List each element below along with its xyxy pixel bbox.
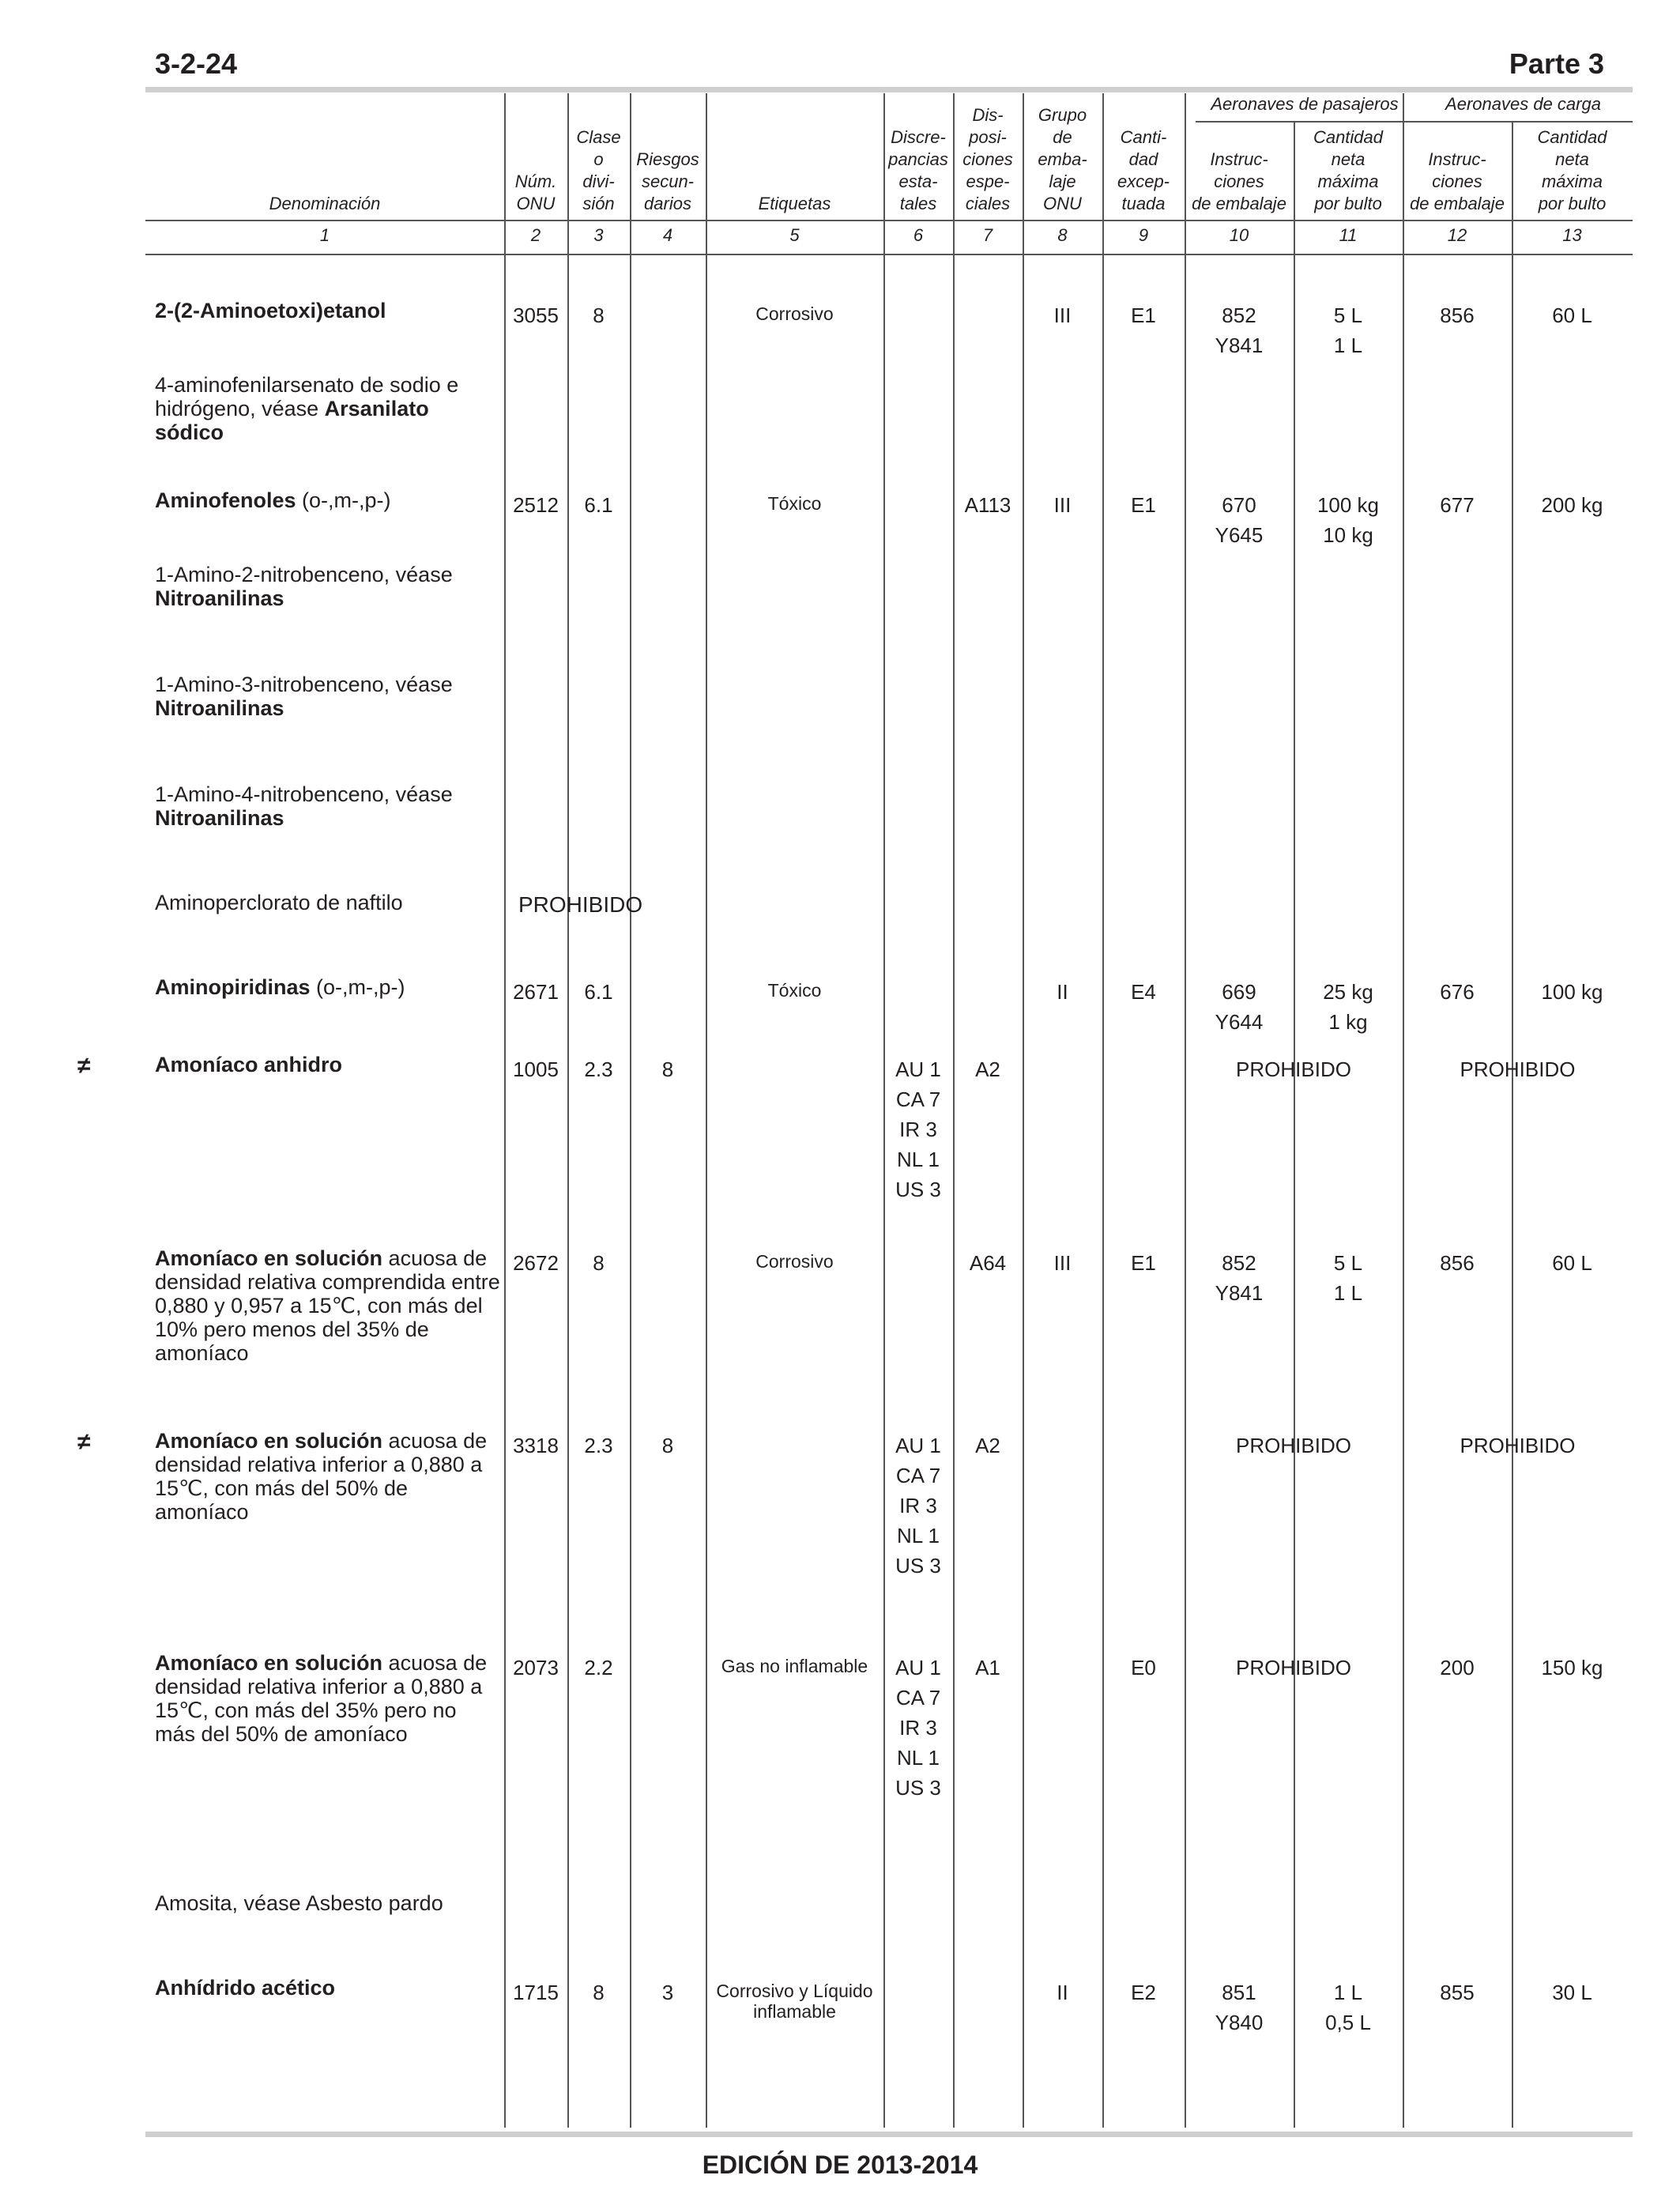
hazard-label: Corrosivo: [755, 1251, 834, 1272]
column-number-3: 3: [593, 225, 604, 245]
passenger-max-quantity: 5 L 1 L: [1333, 303, 1363, 357]
class-division: 6.1: [584, 493, 613, 517]
substance-name: [155, 373, 503, 444]
un-number: 2073: [513, 1656, 559, 1679]
un-number: 1005: [513, 1057, 559, 1081]
prohibited-note: PROHIBIDO: [518, 892, 643, 917]
column-header-4: Riesgos secun- darios: [636, 149, 699, 213]
substance-name-bold: Amoníaco anhidro: [155, 1053, 343, 1076]
passenger-prohibited: PROHIBIDO: [1236, 1656, 1351, 1679]
state-variations: AU 1 CA 7 IR 3 NL 1 US 3: [895, 1434, 941, 1578]
substance-name-text: (o-,m-,p-): [310, 975, 405, 999]
substance-name-text: Aminoperclorato de naftilo: [155, 891, 403, 914]
header-bottom-line: [145, 220, 1633, 221]
substance-name: [155, 1651, 503, 1746]
passenger-packing-instruction: 852 Y841: [1215, 303, 1264, 357]
column-header-12: Instruc- ciones de embalaje: [1410, 149, 1505, 213]
substance-name: [155, 299, 503, 322]
substance-name: [155, 488, 503, 512]
class-division: 8: [593, 303, 605, 327]
special-provisions: A64: [969, 1251, 1007, 1275]
substance-name-reference: Nitroanilinas: [155, 806, 284, 830]
substance-name-bold: Anhídrido acético: [155, 1976, 336, 2000]
passenger-max-quantity: 25 kg 1 kg: [1323, 980, 1373, 1034]
class-division: 2.3: [584, 1434, 613, 1457]
special-provisions: A1: [975, 1656, 1000, 1679]
column-header-2: Núm. ONU: [514, 172, 557, 213]
packing-group: III: [1053, 1251, 1072, 1275]
special-provisions: A2: [975, 1057, 1000, 1081]
substance-name: [155, 782, 503, 830]
cargo-max-quantity: 60 L: [1552, 303, 1592, 327]
substance-name-reference: Arsanilato sódico: [155, 397, 429, 444]
class-division: 8: [593, 1251, 605, 1275]
substance-name-bold: Amoníaco en solución: [155, 1651, 383, 1675]
column-number-5: 5: [789, 225, 800, 245]
column-number-4: 4: [662, 225, 673, 245]
cargo-max-quantity: 60 L: [1552, 1251, 1592, 1275]
substance-name-text: 4-aminofenilarsenato de sodio e hidrógeno, véase: [155, 373, 459, 420]
column-rule: [630, 93, 631, 2128]
excepted-quantity: E0: [1131, 1656, 1156, 1679]
class-division: 2.3: [584, 1057, 613, 1081]
substance-name-bold: Amoníaco en solución: [155, 1246, 383, 1270]
state-variations: AU 1 CA 7 IR 3 NL 1 US 3: [895, 1656, 941, 1800]
substance-name-text: 1-Amino-3-nitrobenceno, véase: [155, 673, 453, 696]
substance-name-text: acuosa de densidad relativa comprendida entre 0,880 y 0,957 a 15℃, con más del 10% pero menos del 35% de amoníaco: [155, 1246, 500, 1365]
column-number-1: 1: [319, 225, 330, 245]
packing-group: III: [1053, 493, 1072, 517]
substance-name-text: acuosa de densidad relativa inferior a 0,880 a 15℃, con más del 35% pero no más del 50% de amoníaco: [155, 1651, 488, 1746]
column-header-7: Dis- posi- ciones espe- ciales: [962, 105, 1013, 213]
edition-footer: EDICIÓN DE 2013-2014: [702, 2151, 978, 2179]
column-header-1: Denominación: [269, 194, 381, 213]
passenger-max-quantity: 5 L 1 L: [1333, 1251, 1363, 1305]
class-division: 6.1: [584, 980, 613, 1004]
cargo-prohibited: PROHIBIDO: [1460, 1057, 1576, 1081]
passenger-packing-instruction: 669 Y644: [1215, 980, 1264, 1034]
substance-name-reference: Nitroanilinas: [155, 696, 284, 720]
class-division: 2.2: [584, 1656, 613, 1679]
state-variations: AU 1 CA 7 IR 3 NL 1 US 3: [895, 1057, 941, 1201]
substance-name: [155, 975, 503, 999]
hazard-label: Gas no inflamable: [721, 1656, 868, 1676]
group-header-passenger: Aeronaves de pasajeros: [1211, 94, 1399, 114]
substance-name: [155, 1976, 503, 2000]
column-header-11: Cantidad neta máxima por bulto: [1313, 127, 1384, 213]
substance-name-text: 1-Amino-4-nitrobenceno, véase: [155, 782, 453, 806]
un-number: 2672: [513, 1251, 559, 1275]
column-number-13: 13: [1562, 225, 1582, 245]
page-number: 3-2-24: [155, 47, 238, 80]
subsidiary-risk: 8: [661, 1434, 674, 1457]
column-header-3: Clase o divi- sión: [576, 127, 621, 213]
column-number-9: 9: [1138, 225, 1149, 245]
substance-name-text: 1-Amino-2-nitrobenceno, véase: [155, 563, 453, 586]
passenger-prohibited: PROHIBIDO: [1236, 1057, 1351, 1081]
column-rule: [953, 93, 955, 2128]
cargo-max-quantity: 30 L: [1552, 1981, 1592, 2004]
excepted-quantity: E1: [1131, 303, 1156, 327]
group-divider-line: [1196, 121, 1633, 123]
part-title: Parte 3: [1509, 47, 1604, 80]
cargo-packing-instruction: 856: [1440, 1251, 1475, 1275]
passenger-max-quantity: 1 L 0,5 L: [1325, 1981, 1371, 2034]
column-rule: [504, 93, 506, 2128]
cargo-packing-instruction: 856: [1440, 303, 1475, 327]
substance-name-bold: Amoníaco en solución: [155, 1429, 383, 1453]
substance-name: [155, 1053, 503, 1076]
substance-name-bold: 2-(2-Aminoetoxi)etanol: [155, 299, 386, 322]
subsidiary-risk: 3: [661, 1981, 674, 2004]
top-rule: [145, 87, 1633, 92]
column-header-9: Canti- dad excep- tuada: [1117, 127, 1170, 213]
column-rule: [1403, 93, 1404, 2128]
excepted-quantity: E1: [1131, 493, 1156, 517]
column-number-12: 12: [1447, 225, 1467, 245]
cargo-prohibited: PROHIBIDO: [1460, 1434, 1576, 1457]
hazard-label: Corrosivo y Líquido inflamable: [716, 1981, 873, 2022]
excepted-quantity: E1: [1131, 1251, 1156, 1275]
hazard-label: Tóxico: [767, 980, 822, 1001]
column-rule: [567, 93, 569, 2128]
packing-group: III: [1053, 303, 1072, 327]
cargo-max-quantity: 150 kg: [1541, 1656, 1603, 1679]
column-header-6: Discre- pancias esta- tales: [888, 127, 948, 213]
substance-name: [155, 1246, 503, 1365]
column-header-13: Cantidad neta máxima por bulto: [1537, 127, 1607, 213]
column-number-6: 6: [913, 225, 924, 245]
substance-name: [155, 1891, 503, 1915]
group-header-cargo: Aeronaves de carga: [1445, 94, 1601, 114]
special-provisions: A2: [975, 1434, 1000, 1457]
substance-name-bold: Aminofenoles: [155, 488, 296, 512]
column-rule: [1023, 93, 1024, 2128]
cargo-max-quantity: 200 kg: [1541, 493, 1603, 517]
substance-name: [155, 1429, 503, 1524]
column-rule: [1512, 121, 1513, 2128]
un-number: 3318: [513, 1434, 559, 1457]
passenger-packing-instruction: 851 Y840: [1215, 1981, 1264, 2034]
column-header-5: Etiquetas: [758, 194, 831, 213]
cargo-packing-instruction: 676: [1440, 980, 1475, 1004]
class-division: 8: [593, 1981, 605, 2004]
substance-name: [155, 891, 503, 914]
un-number: 2512: [513, 493, 559, 517]
substance-name: [155, 563, 503, 610]
column-rule: [1102, 93, 1104, 2128]
packing-group: II: [1057, 980, 1068, 1004]
substance-name: [155, 673, 503, 720]
column-header-10: Instruc- ciones de embalaje: [1192, 149, 1286, 213]
subsidiary-risk: 8: [661, 1057, 674, 1081]
special-provisions: A113: [964, 493, 1011, 517]
bottom-rule: [145, 2132, 1633, 2137]
column-number-8: 8: [1057, 225, 1068, 245]
column-number-11: 11: [1339, 225, 1358, 245]
un-number: 2671: [513, 980, 559, 1004]
column-number-2: 2: [530, 225, 541, 245]
colnum-bottom-line: [145, 254, 1633, 255]
cargo-packing-instruction: 677: [1440, 493, 1475, 517]
column-rule: [706, 93, 707, 2128]
excepted-quantity: E4: [1131, 980, 1156, 1004]
hazard-label: Corrosivo: [755, 303, 834, 324]
hazard-label: Tóxico: [767, 493, 822, 514]
excepted-quantity: E2: [1131, 1981, 1156, 2004]
column-number-7: 7: [982, 225, 993, 245]
column-rule: [1294, 121, 1295, 2128]
substance-name-bold: Aminopiridinas: [155, 975, 311, 999]
passenger-packing-instruction: 670 Y645: [1215, 493, 1264, 547]
substance-name-reference: Nitroanilinas: [155, 586, 284, 610]
substance-name-text: Amosita, véase Asbesto pardo: [155, 1891, 443, 1915]
cargo-packing-instruction: 200: [1440, 1656, 1475, 1679]
change-mark: ≠: [77, 1429, 91, 1455]
un-number: 1715: [513, 1981, 559, 2004]
passenger-prohibited: PROHIBIDO: [1236, 1434, 1351, 1457]
substance-name-text: acuosa de densidad relativa inferior a 0,880 a 15℃, con más del 50% de amoníaco: [155, 1429, 488, 1524]
column-header-8: Grupo de emba- laje ONU: [1038, 105, 1087, 213]
column-rule: [1185, 93, 1186, 2128]
cargo-max-quantity: 100 kg: [1541, 980, 1603, 1004]
cargo-packing-instruction: 855: [1440, 1981, 1475, 2004]
passenger-packing-instruction: 852 Y841: [1215, 1251, 1264, 1305]
passenger-max-quantity: 100 kg 10 kg: [1317, 493, 1380, 547]
change-mark: ≠: [77, 1053, 91, 1079]
column-number-10: 10: [1229, 225, 1249, 245]
packing-group: II: [1057, 1981, 1068, 2004]
un-number: 3055: [513, 303, 559, 327]
substance-name-text: (o-,m-,p-): [296, 488, 391, 512]
